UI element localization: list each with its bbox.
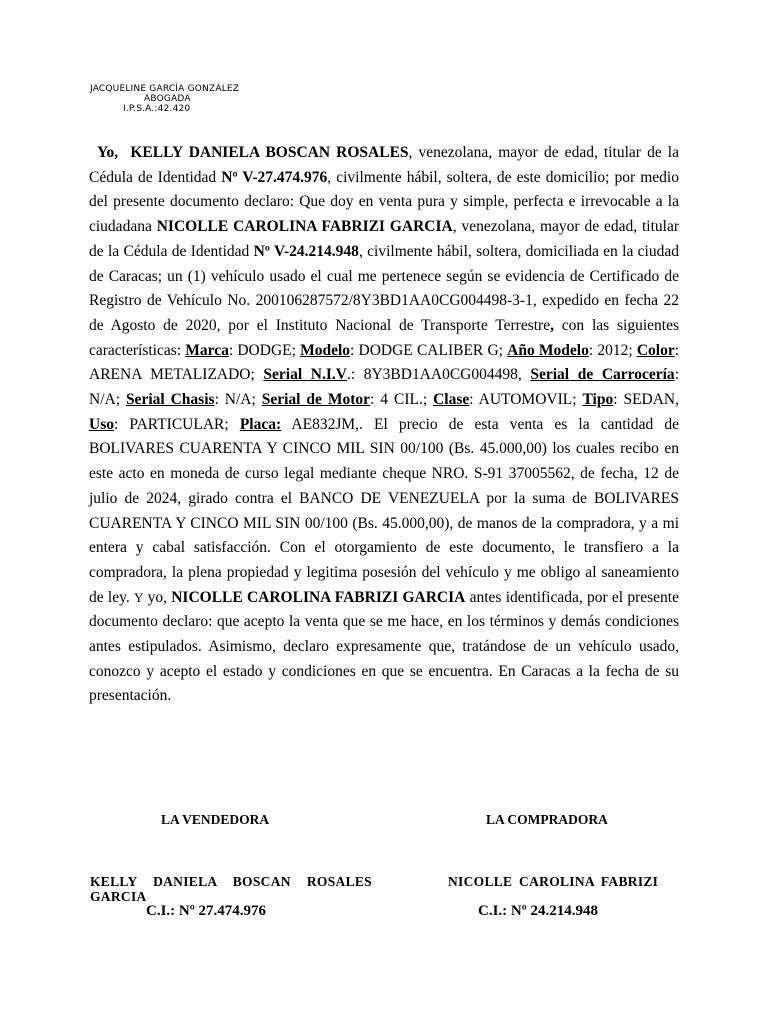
opening-yo: Yo, bbox=[97, 144, 119, 161]
body-text-4: , civilmente hábil, soltera, domiciliada en la ciudad de Caracas; un (1) vehículo usado el cual me pertenece según se evidencia de Certificado de Registro de Vehículo No. 200106287572/8Y3BD1AA0CG004498-3-1, expedido en fecha 22 de Agosto de 2020, por el Instituto Nacional de Transporte Terrestre bbox=[89, 242, 679, 334]
lawyer-title: ABOGADA bbox=[144, 94, 191, 104]
tipo-value: : SEDAN, bbox=[613, 391, 679, 409]
marca-label: Marca bbox=[185, 341, 229, 359]
body-text-8: antes identificada, por el presente documento declaro: que acepto la venta que se me hace, en los términos y demás condiciones antes estipulados. Asimismo, declaro expresamente que, tratándose de un vehículo usado, conozco y acepto el estado y condiciones en que se encuentra. En Caracas a la fecha de su presentación. bbox=[89, 588, 679, 705]
body-text-5: con las siguientes características: bbox=[89, 316, 679, 359]
motor-value: : 4 CIL.; bbox=[370, 391, 434, 409]
motor-label: Serial de Motor bbox=[261, 391, 371, 409]
seller-ci: C.I.: Nº 27.474.976 bbox=[146, 903, 266, 919]
body-text-6: AE832JM,. El precio de esta venta es la cantidad de BOLIVARES CUARENTA Y CINCO MIL SIN 00/100 (Bs. 45.000,00) los cuales recibo en este acto en moneda de curso legal mediante cheque NRO. S-91 37005562, de fecha, 12 de julio de 2024, girado contra el BANCO DE VENEZUELA por la suma de BOLIVARES CUARENTA Y CINCO MIL SIN 00/100 (Bs. 45.000,00), de manos de la compradora, y a mi entera y cabal satisfacción. Con el otorgamiento de este documento, le transfiero a la compradora, la plena propiedad y legitima posesión del vehículo y me obligo al saneamiento de ley. bbox=[89, 415, 679, 606]
buyer-name: NICOLLE CAROLINA FABRIZI GARCIA bbox=[156, 218, 453, 236]
chasis-value: : N/A; bbox=[214, 391, 262, 409]
niv-label: Serial N.I.V bbox=[263, 366, 347, 384]
color-label: Color bbox=[636, 341, 675, 359]
seller-name: KELLY DANIELA BOSCAN ROSALES bbox=[130, 144, 409, 161]
color-value: : ARENA METALIZADO; bbox=[89, 341, 680, 384]
buyer-id: Nº V-24.214.948 bbox=[253, 242, 359, 260]
seller-id: Nº V-27.474.976 bbox=[221, 168, 328, 186]
modelo-label: Modelo bbox=[300, 341, 351, 359]
letterhead bbox=[90, 84, 260, 114]
body-text-2: , civilmente hábil, soltera, de este domicilio; por medio del presente documento declaro: Que doy en venta pura y simple, perfecta e irrevocable a la ciudadana bbox=[89, 168, 679, 236]
niv-value: .: 8Y3BD1AA0CG004498, bbox=[346, 366, 531, 384]
buyer-signature-name: NICOLLE CAROLINA FABRIZI bbox=[448, 874, 659, 889]
placa-label: Placa: bbox=[239, 415, 282, 433]
buyer-signature-label: LA COMPRADORA bbox=[486, 812, 608, 827]
buyer-ci: C.I.: Nº 24.214.948 bbox=[478, 903, 598, 919]
marca-value: : DODGE; bbox=[228, 341, 301, 359]
y-small: Y bbox=[133, 589, 144, 605]
anio-label: Año Modelo bbox=[507, 341, 589, 359]
uso-label: Uso bbox=[89, 415, 114, 433]
tipo-label: Tipo bbox=[582, 391, 614, 409]
anio-value: : 2012; bbox=[588, 341, 637, 359]
seller-signature-label: LA VENDEDORA bbox=[161, 812, 270, 827]
modelo-value: : DODGE CALIBER G; bbox=[350, 341, 508, 359]
clase-value: : AUTOMOVIL; bbox=[469, 391, 583, 409]
buyer-name-2: NICOLLE CAROLINA FABRIZI GARCIA bbox=[171, 588, 466, 606]
carroceria-label: Serial de Carrocería bbox=[530, 366, 675, 384]
seller-signature-name: KELLY DANIELA BOSCAN ROSALES GARCIA bbox=[90, 874, 372, 904]
contract-body bbox=[89, 141, 679, 709]
carroceria-value: : N/A; bbox=[89, 366, 679, 409]
chasis-label: Serial Chasis bbox=[125, 391, 215, 409]
body-text-3: , venezolana, mayor de edad, titular de la Cédula de Identidad bbox=[89, 218, 680, 260]
lawyer-name: JACQUELINE GARCÍA GONZÁLEZ bbox=[90, 84, 240, 94]
lawyer-ipsa: I.P.S.A.:42.420 bbox=[123, 104, 191, 114]
body-text-7: yo, bbox=[143, 588, 172, 606]
uso-value: : PARTICULAR; bbox=[113, 415, 240, 433]
clase-label: Clase bbox=[433, 391, 470, 409]
body-comma: , bbox=[550, 316, 554, 334]
body-text-1: , venezolana, mayor de edad, titular de la Cédula de Identidad bbox=[89, 144, 679, 186]
